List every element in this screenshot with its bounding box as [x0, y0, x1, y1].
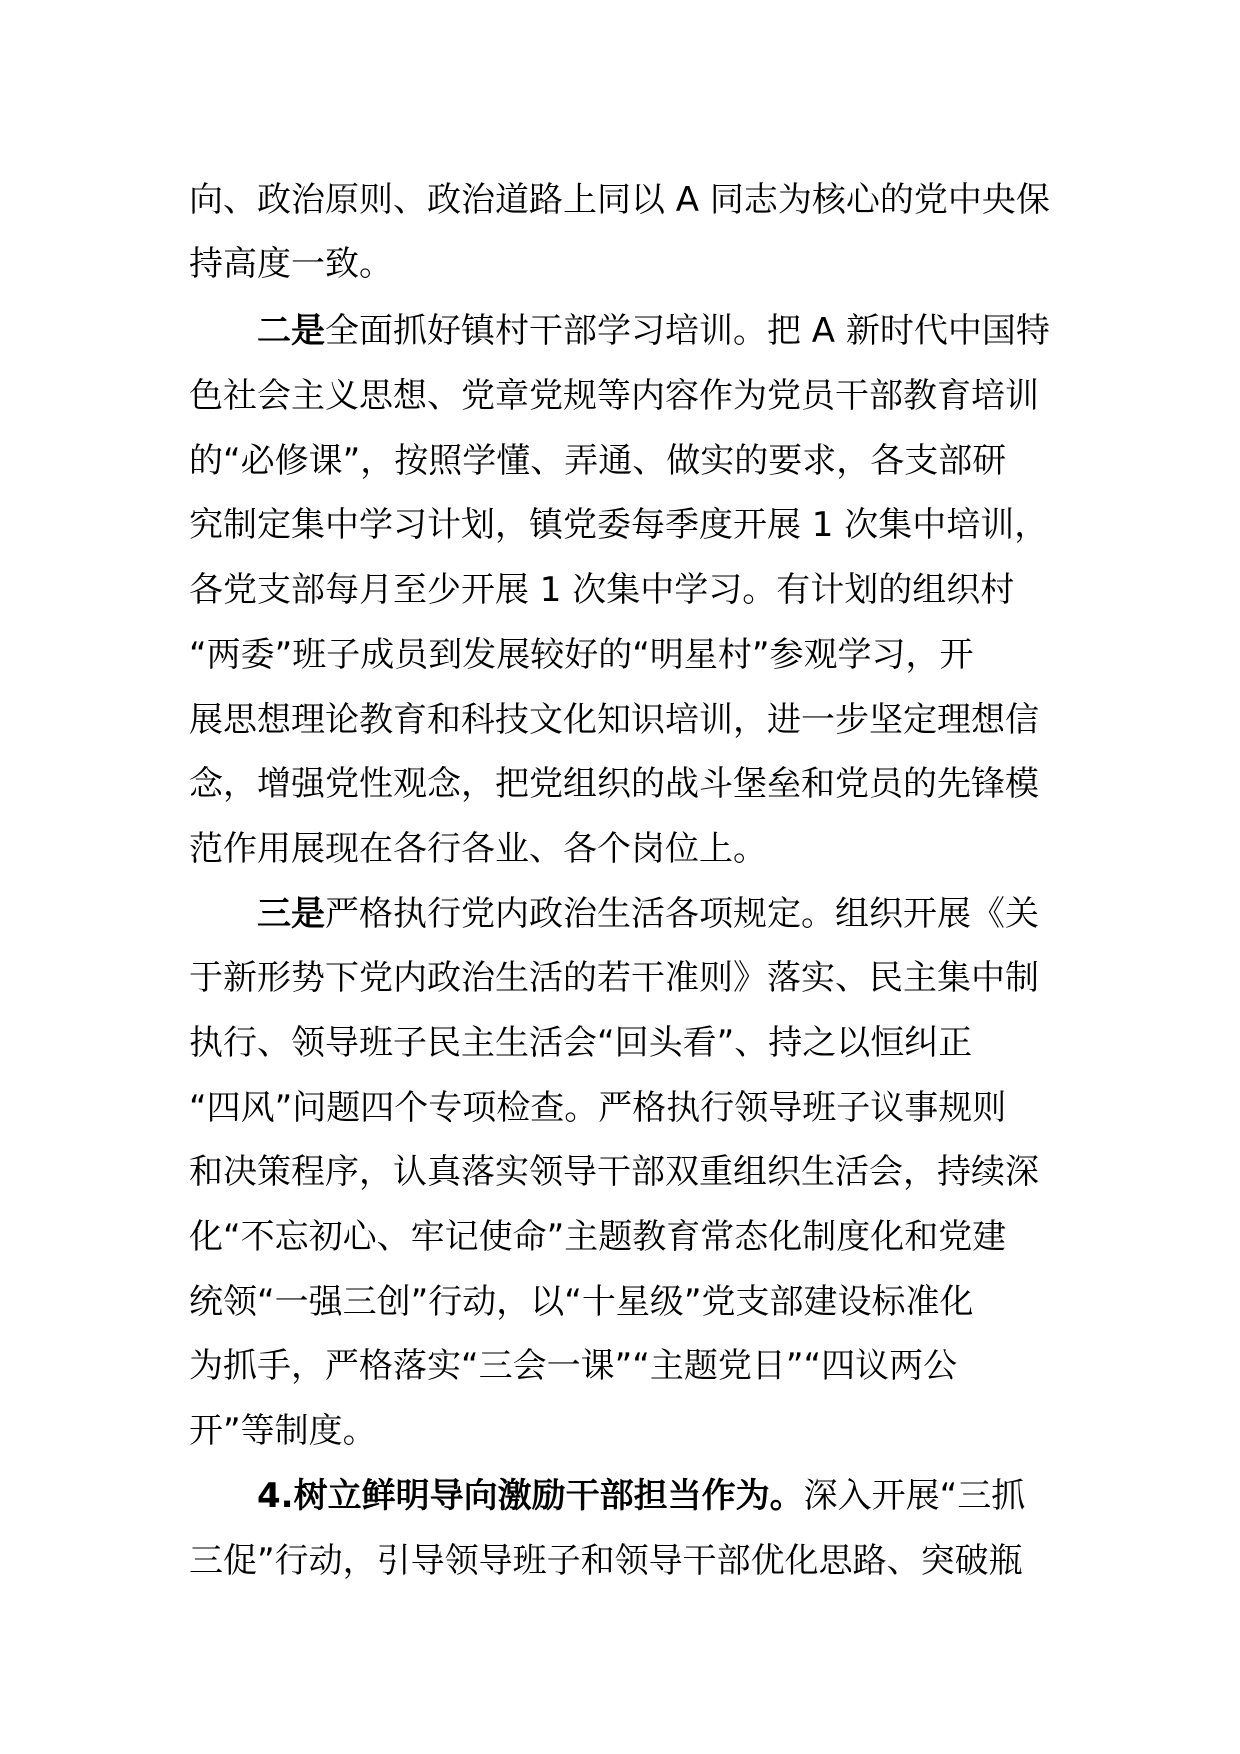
line-text: 于新形势下党内政治生活的若干准则》落实、民主集中制 — [189, 958, 1039, 998]
paragraph-line — [189, 954, 1069, 1002]
line-text: 向、政治原则、政治道路上同以 A 同志为核心的党中央保 — [189, 180, 1050, 220]
paragraph-lead-bold: 三是 — [257, 894, 325, 934]
paragraph-line — [189, 176, 1069, 224]
line-text: 展思想理论教育和科技文化知识培训，进一步坚定理想信 — [189, 700, 1039, 740]
line-text: 深入开展“三抓 — [803, 1476, 1026, 1516]
line-text: “四风”问题四个专项检查。严格执行领导班子议事规则 — [189, 1088, 1007, 1128]
line-text: 念，增强党性观念，把党组织的战斗堡垒和党员的先锋模 — [189, 764, 1039, 804]
paragraph-line — [189, 372, 1069, 420]
paragraph-line — [257, 890, 1069, 938]
paragraph-line — [189, 240, 1069, 288]
paragraph-line — [189, 1084, 1069, 1132]
line-text: 为抓手，严格落实“三会一课”“主题党日”“四议两公 — [189, 1346, 958, 1386]
paragraph-line — [189, 1019, 1069, 1067]
paragraph-line — [189, 696, 1069, 744]
line-text: 持高度一致。 — [189, 244, 393, 284]
line-text: 开”等制度。 — [189, 1411, 377, 1451]
line-text: 全面抓好镇村干部学习培训。把 A 新时代中国特 — [325, 311, 1050, 351]
line-text: 执行、领导班子民主生活会“回头看”、持之以恒纠正 — [189, 1023, 973, 1063]
line-text: 色社会主义思想、党章党规等内容作为党员干部教育培训 — [189, 376, 1039, 416]
line-text: 三促”行动，引导领导班子和领导干部优化思路、突破瓶 — [189, 1541, 1023, 1581]
line-text: 范作用展现在各行各业、各个岗位上。 — [189, 829, 767, 869]
paragraph-line — [189, 566, 1069, 614]
line-text: “两委”班子成员到发展较好的“明星村”参观学习，开 — [189, 635, 974, 675]
line-text: 和决策程序，认真落实领导干部双重组织生活会，持续深 — [189, 1152, 1039, 1192]
paragraph-line — [189, 1537, 1069, 1585]
paragraph-line — [257, 1472, 1069, 1520]
paragraph-lead-bold: 4.树立鲜明导向激励干部担当作为。 — [257, 1476, 804, 1516]
paragraph-line — [189, 1342, 1069, 1390]
paragraph-line — [189, 825, 1069, 873]
paragraph-line — [189, 437, 1069, 485]
line-text: 的“必修课”，按照学懂、弄通、做实的要求，各支部研 — [189, 441, 1007, 481]
paragraph-line — [189, 501, 1069, 549]
line-text: 究制定集中学习计划，镇党委每季度开展 1 次集中培训， — [189, 505, 1049, 545]
line-text: 严格执行党内政治生活各项规定。组织开展《关 — [325, 894, 1039, 934]
paragraph-line — [189, 1278, 1069, 1326]
line-text: 化“不忘初心、牢记使命”主题教育常态化制度化和党建 — [189, 1217, 1007, 1257]
paragraph-lead-bold: 二是 — [257, 311, 325, 351]
paragraph-line — [189, 760, 1069, 808]
line-text: 统领“一强三创”行动，以“十星级”党支部建设标准化 — [189, 1282, 974, 1322]
paragraph-line — [257, 307, 1069, 355]
paragraph-line — [189, 1213, 1069, 1261]
paragraph-line — [189, 1407, 1069, 1455]
paragraph-line — [189, 1148, 1069, 1196]
paragraph-line — [189, 631, 1069, 679]
line-text: 各党支部每月至少开展 1 次集中学习。有计划的组织村 — [189, 570, 1015, 610]
